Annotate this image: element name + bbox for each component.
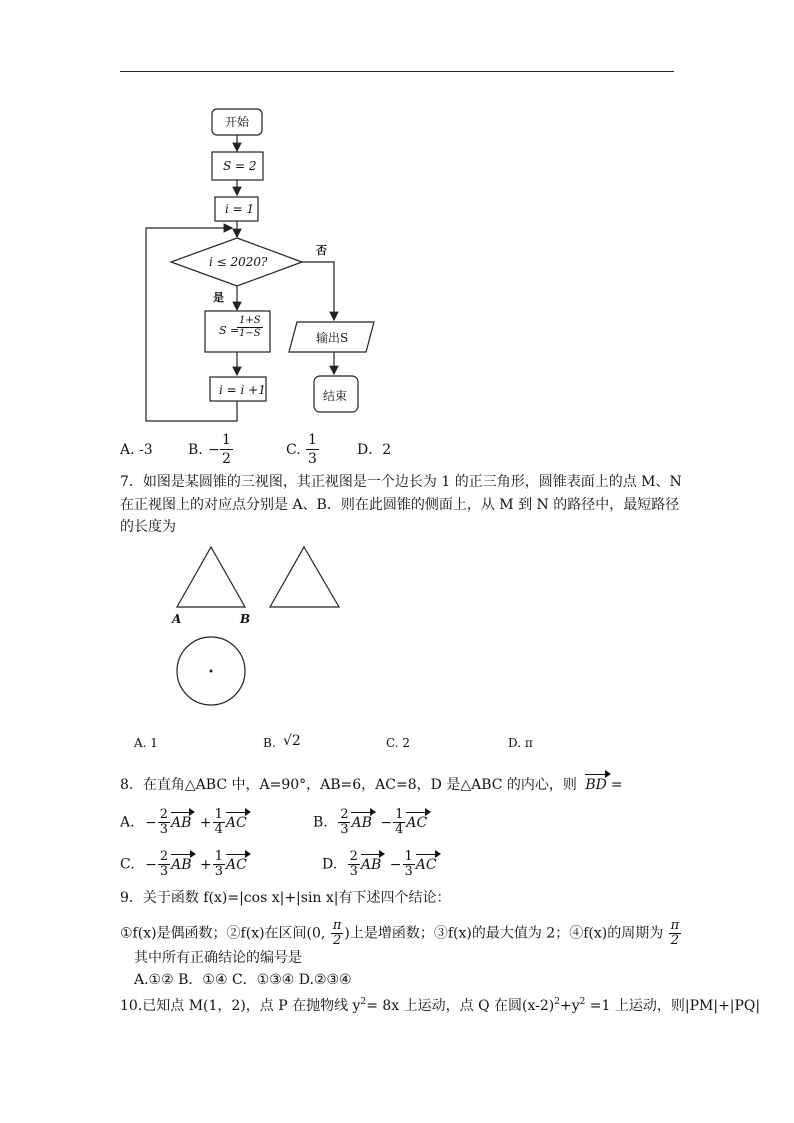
q10-sup3: 2 <box>579 997 586 1007</box>
q8-c-coef2 <box>213 850 225 879</box>
q8-d-coef2 <box>403 850 415 879</box>
q8-a-coef1 <box>158 808 170 837</box>
q9-statement-part1: ①f(x)是偶函数；②f(x)在区间(0, <box>120 925 326 942</box>
q9-prompt: 其中所有正确结论的编号是 <box>134 950 302 966</box>
flow-increment-text: i = i +1 <box>219 383 266 397</box>
q8-d-c2-den: 3 <box>404 864 413 879</box>
q8-b-c1-num: 2 <box>340 807 349 822</box>
q6-c-den: 3 <box>308 451 317 467</box>
q9-s2-den: 2 <box>670 933 680 948</box>
q8-d-coef1 <box>348 850 360 879</box>
q8-d-c1-num: 2 <box>349 849 358 864</box>
q8-stem-end: = <box>610 777 623 793</box>
q9-interval-fraction <box>331 919 344 948</box>
flow-yes-label: 是 <box>213 291 224 304</box>
q8-c-coef1 <box>158 850 170 879</box>
q7-stem-line2: 在正视图上的对应点分别是 A、B．则在此圆锥的侧面上，从 M 到 N 的路径中，最短路径 <box>120 497 680 513</box>
q8-a-vec2: AC <box>225 814 247 831</box>
q8-d-vec1: AB <box>360 856 382 873</box>
q6-option-b-label: B. <box>188 442 203 458</box>
q8-d-vec2: AC <box>415 856 437 873</box>
q8-c-sign2: + <box>200 856 212 873</box>
flow-update-den: 1−S <box>239 328 261 339</box>
q7-option-d: D. π <box>508 736 533 750</box>
q8-c-vec2: AC <box>226 856 247 873</box>
q8-b-coef2 <box>393 808 405 837</box>
side-view-triangle <box>270 547 339 607</box>
q6-option-c-label: C. <box>286 442 301 458</box>
q10-part4: =1 上运动，则|PM|+|PQ| <box>585 998 761 1014</box>
q8-a-label: A. <box>120 814 135 831</box>
q8-b-vec1: AB <box>351 814 372 831</box>
q8-a-vec1: AB <box>171 814 192 831</box>
q7-stem-line1: 7．如图是某圆锥的三视图，其正视图是一个边长为 1 的正三角形，圆锥表面上的点 M、N <box>120 474 682 490</box>
flow-no-line <box>302 262 334 320</box>
q8-b-sign2: − <box>380 814 393 831</box>
q7-option-b-label: B. <box>263 736 276 750</box>
q10-sup1: 2 <box>360 997 367 1007</box>
q10-stem <box>120 992 760 1016</box>
flow-update-left: S = <box>219 324 240 337</box>
q8-b-c2-den: 4 <box>395 822 404 837</box>
q9-options: A.①② B．①④ C．①③④ D.②③④ <box>134 972 352 988</box>
q10-sup2: 2 <box>554 997 560 1007</box>
q8-b-c2-num: 1 <box>395 807 404 822</box>
q8-option-d <box>322 850 437 879</box>
flow-s-init-text: S = 2 <box>223 159 257 173</box>
q6-c-num: 1 <box>308 432 317 448</box>
q6-option-b-fraction <box>220 431 233 468</box>
q7-label-a: A <box>172 612 182 626</box>
q7-option-b-value: √2 <box>283 733 301 749</box>
flow-no-label: 否 <box>316 244 327 257</box>
q8-c-c2-den: 3 <box>214 864 224 879</box>
q8-d-c2-num: 1 <box>404 849 413 864</box>
q9-period-fraction <box>669 919 682 948</box>
q7-option-a: A. 1 <box>134 736 158 750</box>
q8-b-c1-den: 3 <box>340 822 349 837</box>
q8-c-sign1: − <box>145 856 157 873</box>
q8-option-b <box>313 808 427 837</box>
q6-b-den: 2 <box>222 451 231 467</box>
q10-part1: 10.已知点 M(1，2)，点 P 在抛物线 y <box>120 998 361 1014</box>
q6-option-c-fraction <box>306 431 319 468</box>
q9-s1-num: π <box>332 918 342 933</box>
q9-statements <box>120 919 682 948</box>
q10-part2: = 8x 上运动，点 Q 在圆(x-2) <box>366 998 555 1014</box>
front-view-triangle <box>177 547 245 607</box>
q8-b-vec2: AC <box>406 814 428 831</box>
q9-stem: 9．关于函数 f(x)=|cos x|+|sin x|有下述四个结论： <box>120 890 451 906</box>
q8-d-sign2: − <box>389 856 402 873</box>
q8-b-label: B. <box>313 814 328 831</box>
flow-output-text: 输出S <box>316 331 349 345</box>
flow-start-text: 开始 <box>225 115 250 129</box>
q8-a-coef2 <box>213 808 225 837</box>
flow-condition-text: i ≤ 2020? <box>209 255 268 269</box>
q8-a-sign2: + <box>199 814 212 831</box>
q8-option-c <box>120 850 247 879</box>
q8-c-c1-den: 3 <box>159 864 169 879</box>
q9-s2-num: π <box>670 918 680 933</box>
q7-label-b: B <box>240 612 251 626</box>
q8-d-label: D. <box>322 856 338 873</box>
q8-a-sign1: − <box>145 814 157 831</box>
q6-option-d: D．2 <box>357 442 392 458</box>
q8-stem <box>120 775 623 795</box>
q9-s1-den: 2 <box>332 933 342 948</box>
q8-stem-text: 8．在直角△ABC 中，A=90°，AB=6，AC=8，D 是△ABC 的内心，则 <box>120 777 577 793</box>
q6-option-a: A. -3 <box>120 442 153 458</box>
q8-b-coef1 <box>338 808 350 837</box>
top-view-center-dot <box>210 670 213 673</box>
flow-end-text: 结束 <box>323 389 348 403</box>
q8-a-c1-den: 3 <box>159 822 169 837</box>
q7-option-c: C. 2 <box>386 736 411 750</box>
flow-i-init-text: i = 1 <box>225 202 255 216</box>
q8-a-c2-den: 4 <box>214 822 223 837</box>
q8-target-vector: BD <box>585 777 607 793</box>
q8-a-c1-num: 2 <box>159 807 169 822</box>
q9-statement-part2: )上是增函数；③f(x)的最大值为 2；④f(x)的周期为 <box>344 925 664 942</box>
q6-option-b-sign: − <box>208 442 220 458</box>
q8-a-c2-num: 1 <box>214 807 223 822</box>
q10-part3: +y <box>559 998 580 1014</box>
q8-c-label: C. <box>120 856 135 873</box>
q8-option-a <box>120 808 247 837</box>
q8-c-vec1: AB <box>171 856 192 873</box>
q8-d-c1-den: 3 <box>349 864 358 879</box>
q8-c-c2-num: 1 <box>214 849 224 864</box>
q8-c-c1-num: 2 <box>159 849 169 864</box>
q6-b-num: 1 <box>222 432 231 448</box>
flow-update-fraction <box>237 315 263 340</box>
flow-update-num: 1+S <box>239 315 261 326</box>
q7-stem-line3: 的长度为 <box>120 519 176 535</box>
